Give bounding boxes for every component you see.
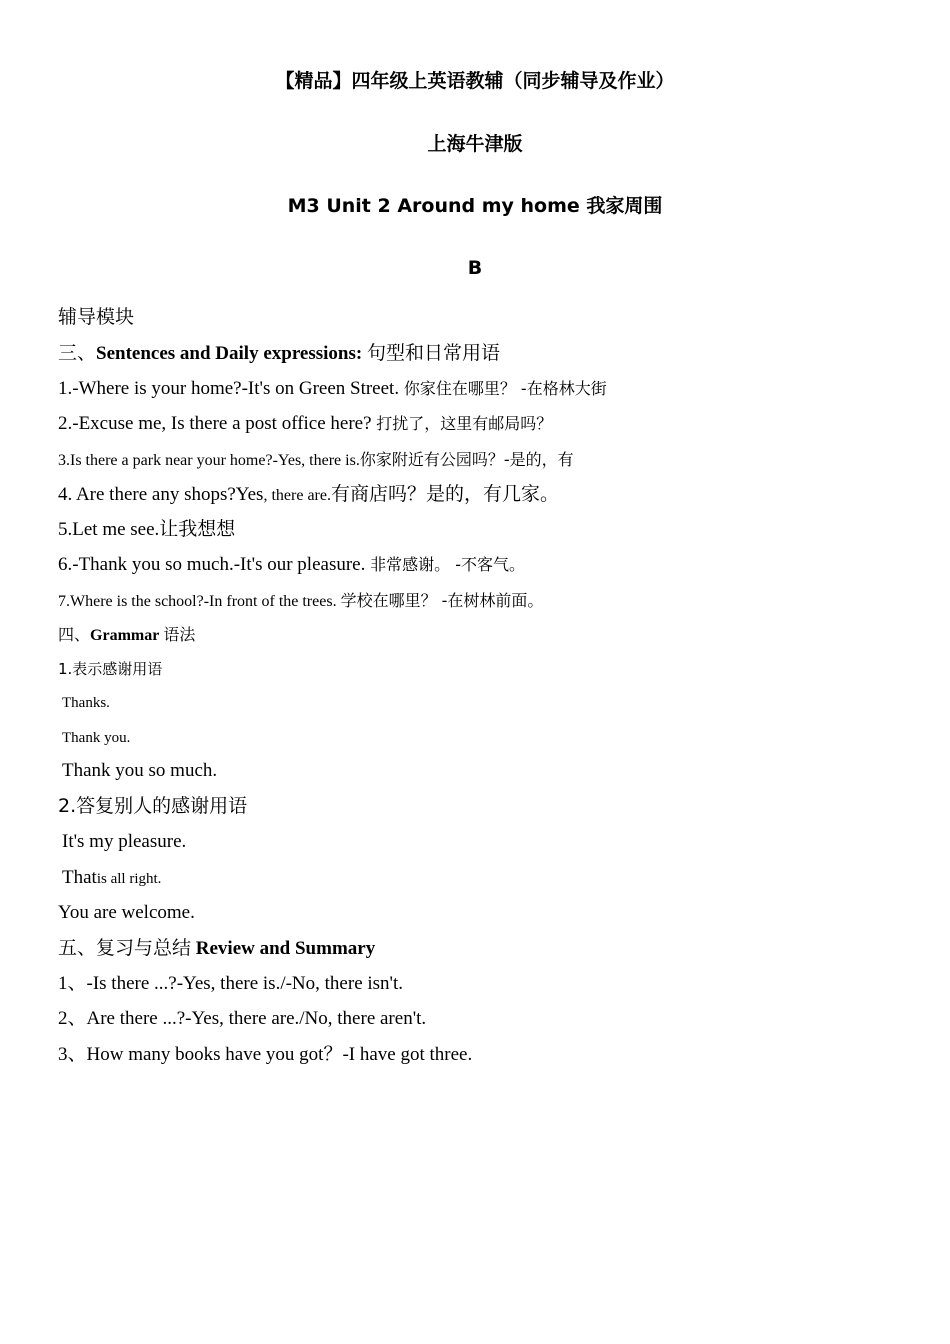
sentence-3-en: 3.Is there a park near your home?-Yes, there is. [58, 452, 360, 469]
sentence-4-en-b: , there are. [263, 487, 331, 504]
sentence-5-cn: 让我想想 [159, 518, 236, 540]
sentence-item-2 [58, 412, 918, 436]
sentence-6-en: 6.-Thank you so much.-It's our pleasure. [58, 554, 366, 575]
sentence-item-1 [58, 377, 918, 401]
review-heading-prefix: 五、复习与总结 [58, 937, 192, 959]
reply-2-b: is all right. [96, 871, 162, 887]
publisher-title: 上海牛津版 [427, 133, 523, 155]
sentence-6-cn: 非常感谢。 -不客气。 [370, 555, 525, 574]
module-label: 辅导模块 [58, 306, 135, 328]
document-title: 【精品】四年级上英语教辅（同步辅导及作业） [275, 70, 675, 92]
reply-2-a: That [62, 867, 97, 888]
sentence-item-3 [58, 448, 918, 473]
sentence-item-7 [58, 589, 918, 614]
sentence-2-cn: 打扰了，这里有邮局吗？ [376, 414, 553, 433]
review-item-1: 1、-Is there ...?-Yes, there is./-No, there isn't. [58, 973, 403, 994]
sentence-5-en: 5.Let me see. [58, 519, 160, 540]
unit-title: M3 Unit 2 Around my home 我家周围 [287, 195, 663, 217]
reply-item-2 [62, 866, 922, 891]
grammar-heading-en: Grammar [90, 627, 160, 644]
reply-item-3: You are welcome. [58, 902, 195, 923]
thanks-item-1: Thanks. [62, 695, 110, 711]
sentence-1-en: 1.-Where is your home?-It's on Green Street. [58, 378, 400, 399]
sentence-2-en: 2.-Excuse me, Is there a post office here? [58, 413, 372, 434]
grammar-heading [58, 623, 918, 648]
sentences-heading-en: Sentences and Daily expressions: [96, 343, 363, 364]
thanks-title: 1.表示感谢用语 [58, 660, 163, 678]
reply-item-1: It's my pleasure. [62, 831, 187, 852]
sentences-heading [58, 341, 918, 366]
level-title: B [467, 257, 483, 279]
review-item-3: 3、How many books have you got？-I have got three. [58, 1044, 473, 1065]
review-item-2: 2、Are there ...?-Yes, there are./No, there aren't. [58, 1008, 427, 1029]
sentence-7-cn: 学校在哪里？ -在树林前面。 [340, 591, 544, 610]
sentence-4-en-a: 4. Are there any shops?Yes [58, 484, 264, 505]
sentence-4-cn: 有商店吗？是的，有几家。 [330, 483, 559, 505]
sentence-7-en: 7.Where is the school?-In front of the trees. [58, 593, 337, 610]
sentences-heading-prefix: 三、 [58, 342, 97, 364]
sentence-3-cn: 你家附近有公园吗？-是的，有 [359, 450, 574, 469]
sentence-item-5 [58, 517, 918, 542]
reply-title: 2.答复别人的感谢用语 [58, 795, 248, 817]
review-heading [58, 936, 918, 961]
grammar-heading-cn: 语法 [163, 625, 196, 644]
thanks-item-3: Thank you so much. [62, 760, 218, 781]
sentence-item-4 [58, 482, 918, 508]
review-heading-en: Review and Summary [195, 938, 376, 959]
thanks-item-2: Thank you. [62, 730, 131, 746]
sentence-1-cn: 你家住在哪里？ -在格林大街 [403, 379, 607, 398]
sentences-heading-cn: 句型和日常用语 [366, 342, 500, 364]
grammar-heading-prefix: 四、 [58, 625, 91, 644]
sentence-item-6 [58, 553, 918, 577]
